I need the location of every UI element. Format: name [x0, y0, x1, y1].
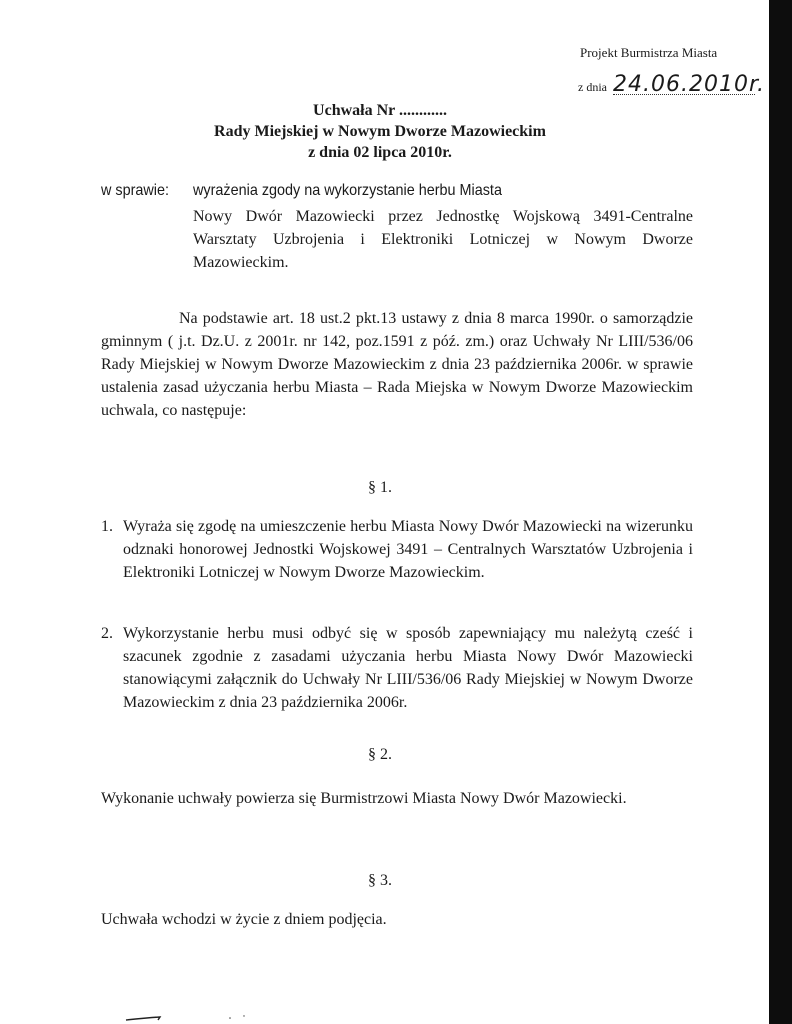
subject-label: w sprawie:	[101, 182, 170, 199]
resolution-number: Uchwała Nr ............	[313, 102, 447, 119]
list-item	[101, 622, 693, 714]
list-item-number: 1.	[101, 518, 113, 535]
handwritten-date: 24.06.2010r.	[613, 72, 765, 97]
section-2-mark: § 2.	[368, 746, 392, 763]
list-item-text: Wyraża się zgodę na umieszczenie herbu Miasta Nowy Dwór Mazowiecki na wizerunku odznaki honorowej Jednostki Wojskowej 3491 – Centralnych Warsztatów Uzbrojenia i Elektroniki Lotniczej w Nowym Dworze Mazowieckim.	[123, 518, 693, 581]
list-item-text: Wykorzystanie herbu musi odbyć się w sposób zapewniający mu należytą cześć i szacunek zgodnie z zasadami użyczania herbu Miasta Nowy Dwór Mazowiecki stanowiącymi załącznik do Uchwały Nr LIII/536/06 Rady Miejskiej w Nowym Dworze Mazowieckim z dnia 23 października 2006r.	[123, 625, 693, 711]
scan-edge-bar	[769, 0, 792, 1024]
section-1-mark: § 1.	[368, 479, 392, 496]
project-label: Projekt Burmistrza Miasta	[580, 45, 718, 60]
section-3-mark: § 3.	[368, 872, 392, 889]
section-2-text: Wykonanie uchwały powierza się Burmistrzowi Miasta Nowy Dwór Mazowiecki.	[101, 790, 627, 807]
resolution-date: z dnia 02 lipca 2010r.	[308, 144, 452, 161]
list-item	[101, 515, 693, 584]
legal-basis-paragraph: Na podstawie art. 18 ust.2 pkt.13 ustawy z dnia 8 marca 1990r. o samorządzie gminnym ( j.t. Dz.U. z 2001r. nr 142, poz.1591 z póź. zm.) oraz Uchwały Nr LIII/536/06 Rady Miejskiej w Nowym Dworze Mazowieckim z dnia 23 października 2006r. w sprawie ustalenia zasad użyczania herbu Miasta – Rada Miejska w Nowym Dworze Mazowieckim uchwala, co następuje:	[101, 310, 693, 419]
signature-scribble	[124, 1008, 184, 1024]
date-prefix: z dnia	[578, 80, 607, 94]
scan-specks	[226, 1012, 256, 1022]
section-3-text: Uchwała wchodzi w życie z dniem podjęcia.	[101, 911, 387, 928]
list-item-number: 2.	[101, 625, 113, 642]
subject-first-line: wyrażenia zgody na wykorzystanie herbu Miasta	[193, 182, 502, 199]
council-name: Rady Miejskiej w Nowym Dworze Mazowieckim	[214, 123, 546, 140]
subject-rest: Nowy Dwór Mazowiecki przez Jednostkę Wojskową 3491-Centralne Warsztaty Uzbrojenia i Elektroniki Lotniczej w Nowym Dworze Mazowieckim.	[193, 208, 693, 271]
project-date	[578, 72, 765, 97]
